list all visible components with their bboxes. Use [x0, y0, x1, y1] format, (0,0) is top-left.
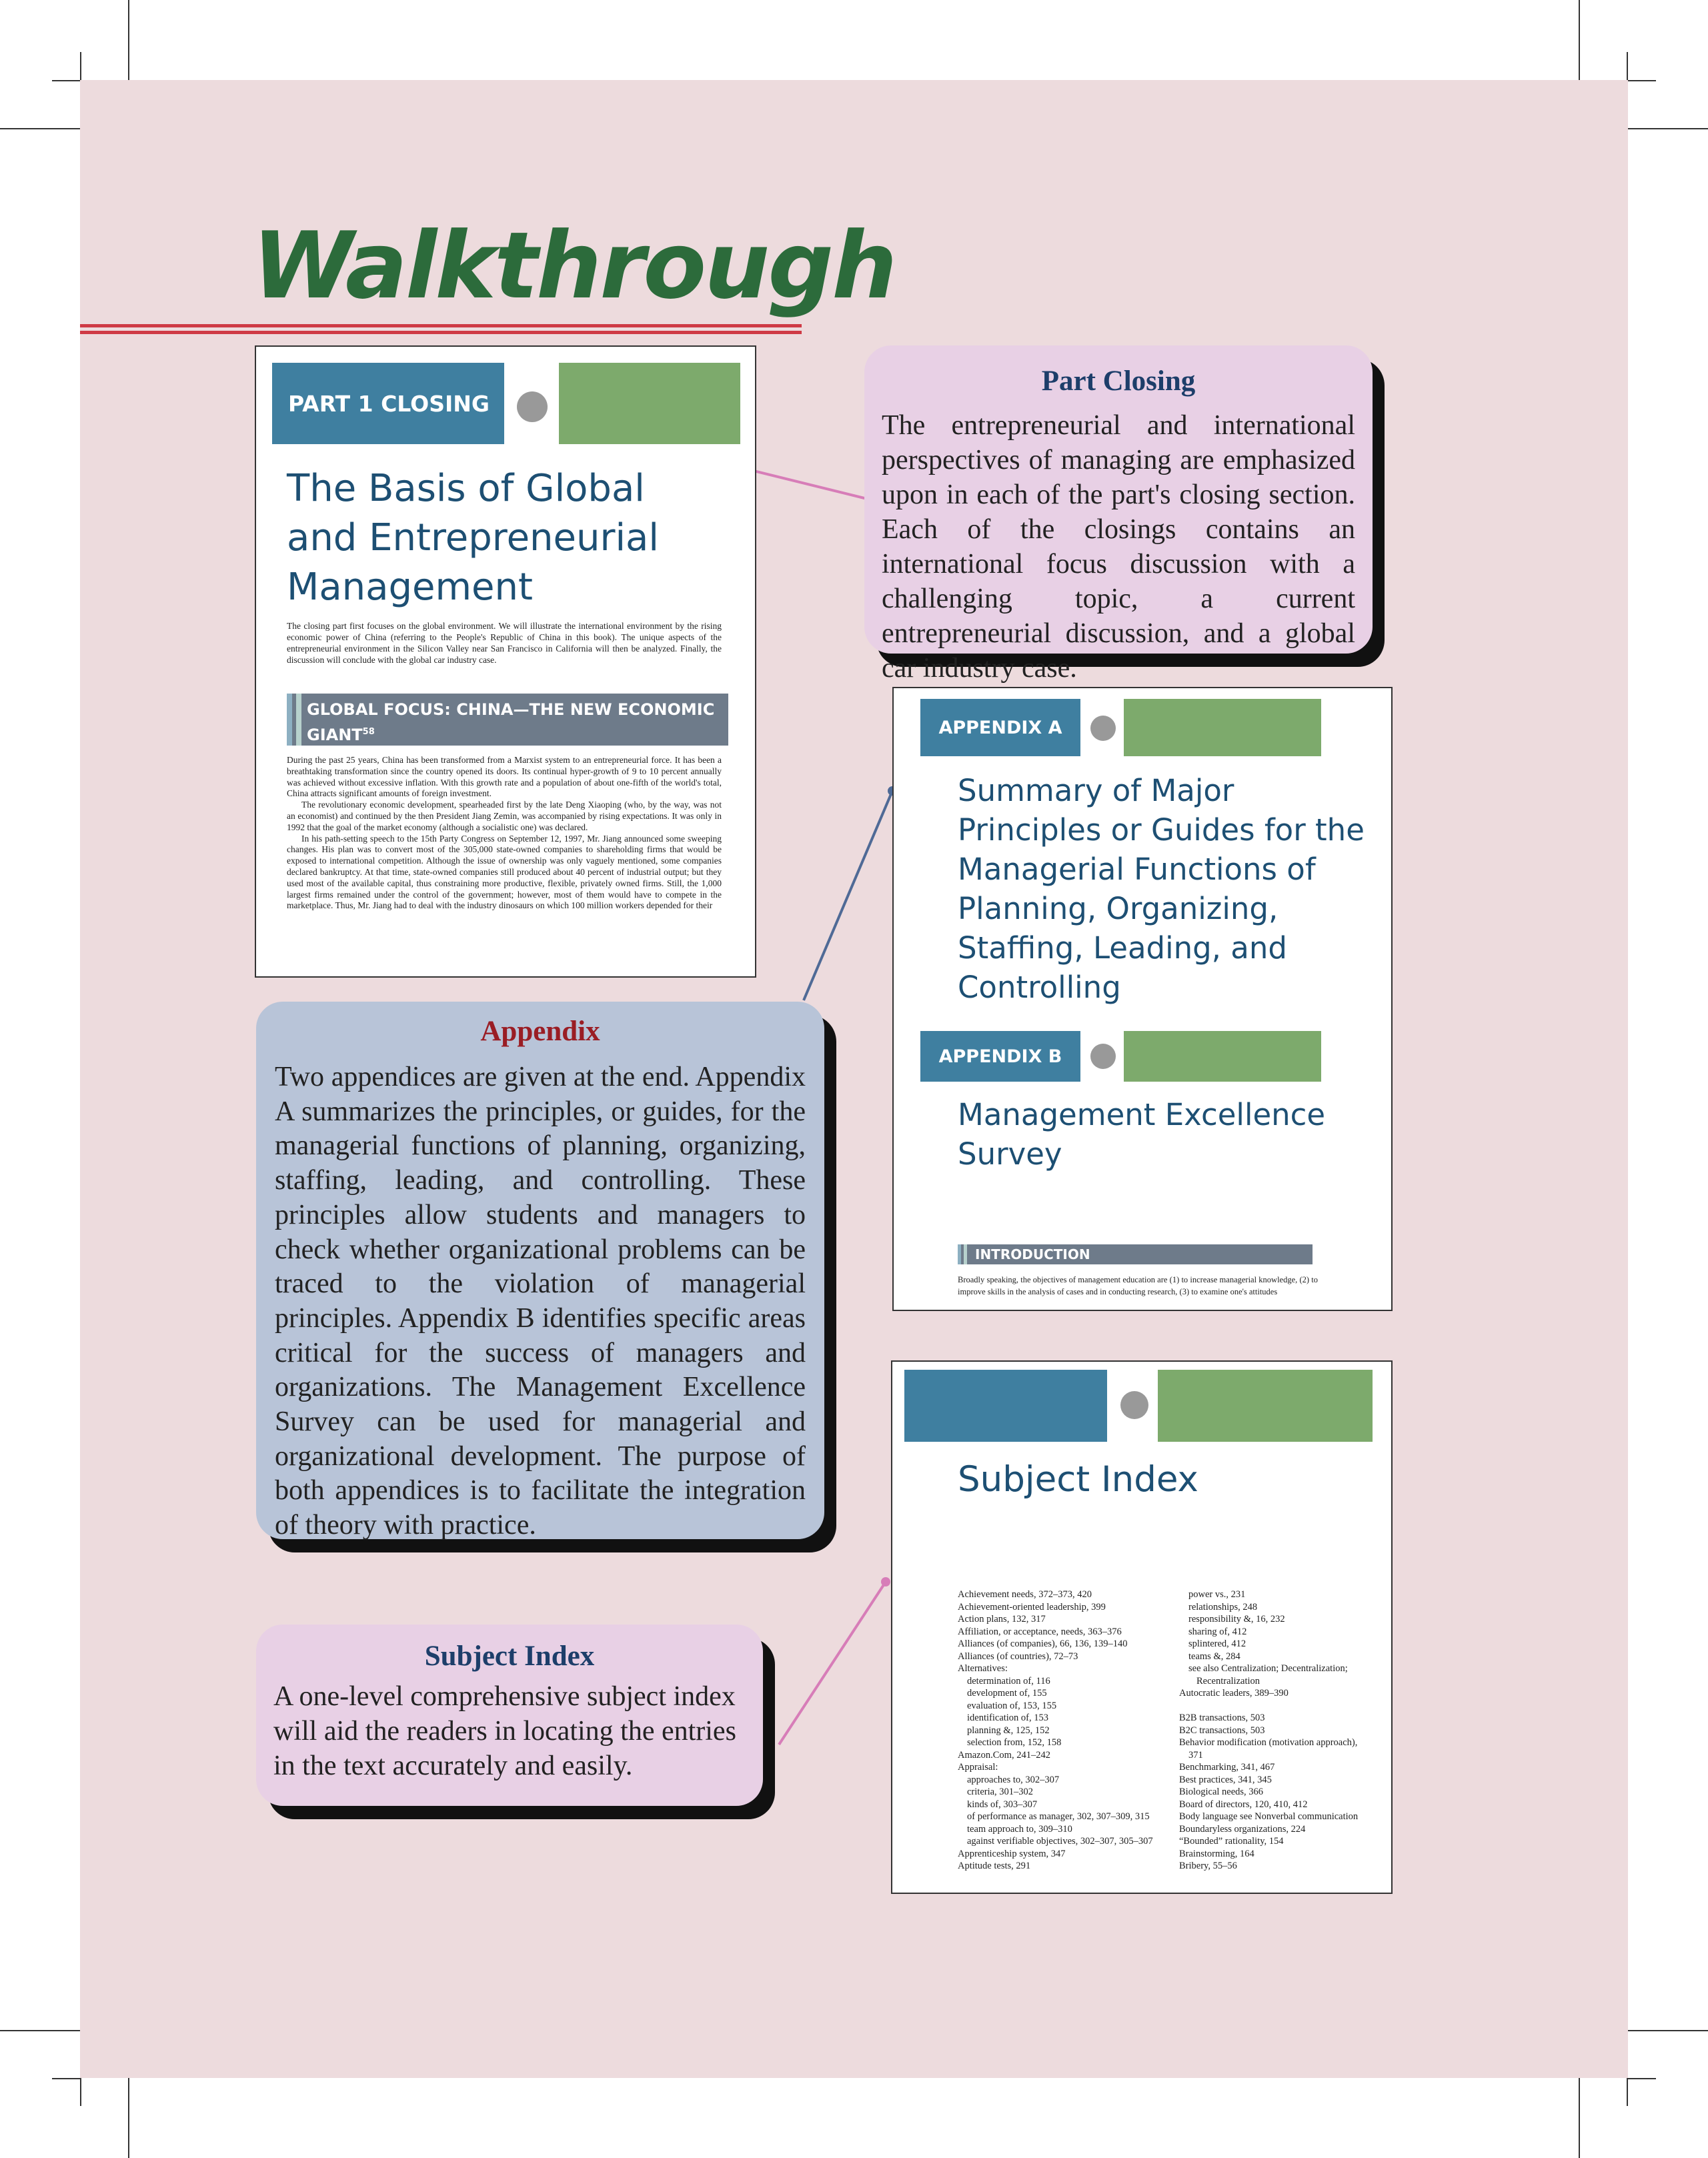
index-subentry: against verifiable objectives, 302–307, 305–307: [967, 1836, 1153, 1847]
index-entry: Biological needs, 366: [1179, 1787, 1264, 1797]
tag-color-block: [1158, 1370, 1373, 1442]
index-subentry: see also Centralization; Decentralization;: [1188, 1663, 1348, 1674]
heading-accent: [964, 1244, 967, 1264]
heading-accent: [958, 1244, 961, 1264]
appendix-callout: [256, 1002, 824, 1539]
appendix-a-tag: APPENDIX A: [920, 699, 1080, 756]
tag-color-block: [1124, 699, 1321, 756]
index-subentry: 371: [1188, 1749, 1203, 1761]
appendix-b-tag: APPENDIX B: [920, 1031, 1080, 1082]
index-subentry: development of, 155: [967, 1688, 1047, 1699]
heading-accent: [296, 694, 301, 746]
tag-dot: [1090, 1044, 1116, 1069]
index-entry: Brainstorming, 164: [1179, 1848, 1254, 1859]
index-subentry: splintered, 412: [1188, 1639, 1246, 1649]
index-entry: Behavior modification (motivation approach),: [1179, 1737, 1358, 1748]
index-entry: Body language see Nonverbal communication: [1179, 1811, 1359, 1822]
connector-subject-index: [779, 1582, 886, 1745]
index-subentry: power vs., 231: [1188, 1589, 1246, 1600]
index-subentry: team approach to, 309–310: [967, 1823, 1072, 1835]
index-entry: Alliances (of companies), 66, 136, 139–140: [958, 1639, 1128, 1649]
part-body: [287, 755, 722, 912]
callout-body: The entrepreneurial and international perspectives of managing are emphasized upon in each of the part's closing section. Each of the closings contains an international focus discussion with a challenging topic, a current entrepreneurial discussion, and a global car industry case.: [882, 410, 1355, 684]
index-subentry: kinds of, 303–307: [967, 1799, 1038, 1810]
section-heading-bar: [287, 694, 728, 746]
index-subentry: relationships, 248: [1188, 1601, 1258, 1612]
body-paragraph: During the past 25 years, China has been transformed from a Marxist system to an entrepreneurial force. It has been a breathtaking transformation since the country opened its doors. Its continual hyper-growth of 9 to 10 percent annually was achieved without excessive inflation. With this growth rate and a population of about one-fifth of the world's total, China attracts significant amounts of foreign investment.: [287, 755, 722, 799]
index-entry: Affiliation, or acceptance, needs, 363–376: [958, 1626, 1122, 1637]
subject-index-callout: [256, 1625, 763, 1806]
index-spacer: [1179, 1700, 1358, 1713]
part-closing-callout: [864, 345, 1373, 684]
index-entry: Alternatives:: [958, 1663, 1008, 1674]
index-column-right: [1179, 1588, 1358, 1873]
index-entry: Amazon.Com, 241–242: [958, 1749, 1050, 1761]
part-tag: PART 1 CLOSING: [272, 363, 504, 444]
body-paragraph: In his path-setting speech to the 15th Party Congress on September 12, 1997, Mr. Jiang announced some sweeping changes. His plan was to convert most of the 305,000 state-owned companies to shareholding firms that would be exposed to international competition. Although the issue of ownership was only vaguely mentioned, some companies declared bankruptcy. At that time, state-owned companies still produced about 40 percent of industrial output; but they used most of the available capital, thus constraining more productive, flexible, privately owned firms. Still, the 1,000 largest firms remained under the control of the government; however, most of them would have to compete in the marketplace. Thus, Mr. Jiang had to deal with the industry dinosaurs on which 100 million workers depended for their: [287, 833, 722, 911]
tag-color-block: [559, 363, 740, 444]
appendix-a-title: Summary of Major Principles or Guides for the Managerial Functions of Planning, Organizing, Staffing, Leading, and Controlling: [958, 773, 1365, 1005]
index-entry: Appraisal:: [958, 1762, 998, 1773]
index-subentry: evaluation of, 153, 155: [967, 1700, 1057, 1711]
tag-dot: [1090, 716, 1116, 741]
index-entry: Alliances (of countries), 72–73: [958, 1651, 1078, 1662]
index-subentry: selection from, 152, 158: [967, 1737, 1062, 1748]
index-entry: Aptitude tests, 291: [958, 1861, 1031, 1871]
subject-index-preview: [891, 1360, 1393, 1894]
index-entry: Best practices, 341, 345: [1179, 1774, 1272, 1785]
index-subentry: planning &, 125, 152: [967, 1725, 1050, 1736]
body-paragraph: The revolutionary economic development, spearheaded first by the late Deng Xiaoping (who, by the way, was not an economist) and continued by the then President Jiang Zemin, was accompanied by rising expectations. It was only in 1992 that the goal of the market economy (although a socialistic one) was declared.: [287, 800, 722, 832]
index-subentry: Recentralization: [1196, 1675, 1260, 1687]
part-closing-preview: [255, 345, 756, 978]
index-column-left: [958, 1588, 1153, 1873]
index-entry: Board of directors, 120, 410, 412: [1179, 1799, 1308, 1810]
section-heading: GLOBAL FOCUS: CHINA—THE NEW ECONOMIC GIANT: [307, 700, 715, 744]
index-title: Subject Index: [958, 1459, 1198, 1500]
callout-body: Two appendices are given at the end. Appendix A summarizes the principles, or guides, for the managerial functions of planning, organizing, staffing, leading, and controlling. These principles allow students and managers to check whether organizational problems can be traced to the violation of managerial principles. Appendix B identifies specific areas critical for the success of managers and organizations. The Management Excellence Survey can be used for managerial and organizational development. The purpose of both appendices is to facilitate the integration of theory with practice.: [275, 1062, 806, 1541]
index-subentry: sharing of, 412: [1188, 1626, 1247, 1637]
appendix-preview: [892, 687, 1393, 1311]
index-entry: Autocratic leaders, 389–390: [1179, 1688, 1289, 1699]
connector-dot: [881, 1577, 890, 1586]
footnote-ref: 58: [362, 727, 375, 737]
index-entry: Bribery, 55–56: [1179, 1861, 1237, 1871]
index-entry: B2C transactions, 503: [1179, 1725, 1265, 1736]
index-entry: B2B transactions, 503: [1179, 1713, 1265, 1723]
index-subentry: of performance as manager, 302, 307–309, 315: [967, 1811, 1150, 1822]
index-subentry: determination of, 116: [967, 1675, 1050, 1687]
callout-body: A one-level comprehensive subject index will aid the readers in locating the entries in the text accurately and easily.: [273, 1681, 736, 1781]
connector-appendix: [804, 791, 892, 1000]
index-subentry: approaches to, 302–307: [967, 1774, 1060, 1785]
tag-dot: [1120, 1391, 1148, 1419]
index-entry: Apprenticeship system, 347: [958, 1848, 1066, 1859]
introduction-heading-bar: [958, 1244, 1313, 1264]
appendix-b-title: Management Excellence Survey: [958, 1097, 1326, 1172]
introduction-text: Broadly speaking, the objectives of management education are (1) to increase managerial knowledge, (2) to improve skills in the analysis of cases and in conducting research, (3) to examine one's attitudes: [958, 1275, 1318, 1296]
introduction-heading: INTRODUCTION: [975, 1246, 1090, 1262]
callout-heading: Part Closing: [1041, 365, 1196, 397]
page-title: Walkthrough: [252, 212, 896, 319]
index-entry: Benchmarking, 341, 467: [1179, 1762, 1275, 1773]
tag-color-block: [1124, 1031, 1321, 1082]
index-entry: Achievement-oriented leadership, 399: [958, 1601, 1106, 1612]
heading-accent: [287, 694, 292, 746]
index-subentry: teams &, 284: [1188, 1651, 1240, 1662]
index-entry: Action plans, 132, 317: [958, 1614, 1046, 1625]
index-entry: “Bounded” rationality, 154: [1179, 1836, 1284, 1847]
part-intro: The closing part first focuses on the global environment. We will illustrate the international environment by the rising economic power of China (referring to the People's Republic of China in this book). The unique aspects of the entrepreneurial environment in the Silicon Valley near San Francisco in California will then be analyzed. Finally, the discussion will conclude with the global car industry case.: [287, 621, 722, 665]
index-tag-block: [904, 1370, 1107, 1442]
part-title: The Basis of Global and Entrepreneurial Management: [287, 467, 659, 609]
index-subentry: criteria, 301–302: [967, 1787, 1034, 1797]
callout-heading: Appendix: [480, 1016, 600, 1047]
index-subentry: responsibility &, 16, 232: [1188, 1614, 1285, 1625]
callout-heading: Subject Index: [424, 1641, 595, 1672]
index-subentry: identification of, 153: [967, 1713, 1049, 1723]
index-entry: Boundaryless organizations, 224: [1179, 1823, 1306, 1835]
tag-dot: [517, 391, 548, 422]
index-entry: Achievement needs, 372–373, 420: [958, 1589, 1092, 1600]
